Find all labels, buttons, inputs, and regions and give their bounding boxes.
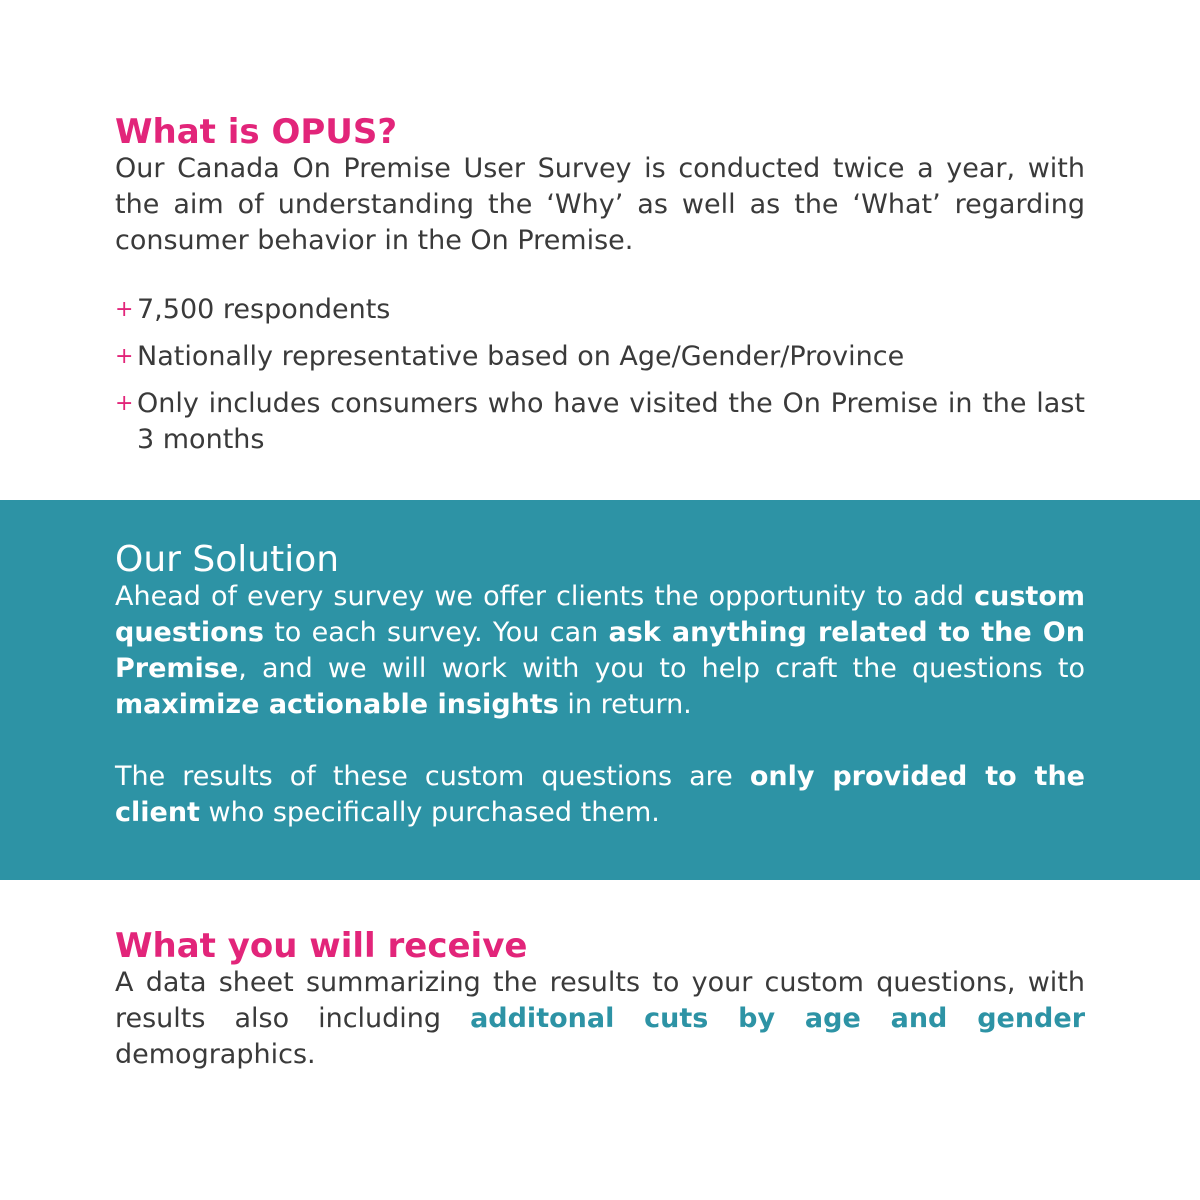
receive-text-1: A data sheet summarizing the results to your custom questions, with results also including <box>115 967 1085 1034</box>
receive-highlight: additonal cuts by age and gender <box>470 1003 1086 1034</box>
list-item <box>115 292 1085 328</box>
receive-content <box>115 926 1085 1073</box>
solution-p2-text-2: who specifically purchased them. <box>199 797 660 828</box>
opus-content <box>115 112 1085 469</box>
receive-text-2: demographics. <box>115 1039 316 1070</box>
plus-icon: + <box>115 391 134 416</box>
solution-p1-text-3: , and we will work with you to help craft the questions to <box>238 653 1085 684</box>
solution-p2-text-1: The results of these custom questions are <box>115 761 750 792</box>
plus-icon: + <box>115 297 134 322</box>
solution-p1-bold-1: custom questions <box>115 581 1085 648</box>
bullet-text: Only includes consumers who have visited the On Premise in the last 3 months <box>137 388 1085 455</box>
receive-section <box>0 880 1200 1200</box>
opus-description: Our Canada On Premise User Survey is conducted twice a year, with the aim of understanding the ‘Why’ as well as the ‘What’ regarding consumer behavior in the On Premise. <box>115 153 1085 256</box>
receive-description <box>115 965 1085 1073</box>
solution-paragraph-2 <box>115 759 1085 831</box>
solution-title: Our Solution <box>115 539 340 580</box>
list-item <box>115 386 1085 458</box>
list-item <box>115 339 1085 375</box>
opus-bullet-list <box>115 292 1085 458</box>
bullet-text: 7,500 respondents <box>137 294 391 325</box>
solution-content <box>115 539 1085 831</box>
solution-p1-text-2: to each survey. You can <box>263 617 609 648</box>
solution-p1-text-1: Ahead of every survey we offer clients the opportunity to add <box>115 581 975 612</box>
plus-icon: + <box>115 344 134 369</box>
solution-paragraph-1 <box>115 579 1085 723</box>
solution-section <box>0 500 1200 880</box>
solution-p1-text-4: in return. <box>558 689 692 720</box>
solution-p2-bold-1: only provided to the client <box>115 761 1085 828</box>
solution-p1-bold-3: maximize actionable insights <box>115 689 559 720</box>
receive-title: What you will receive <box>115 926 528 966</box>
opus-title: What is OPUS? <box>115 112 398 152</box>
solution-p1-bold-2: ask anything related to the On Premise <box>115 617 1085 684</box>
opus-section <box>0 0 1200 500</box>
bullet-text: Nationally representative based on Age/Gender/Province <box>137 341 905 372</box>
